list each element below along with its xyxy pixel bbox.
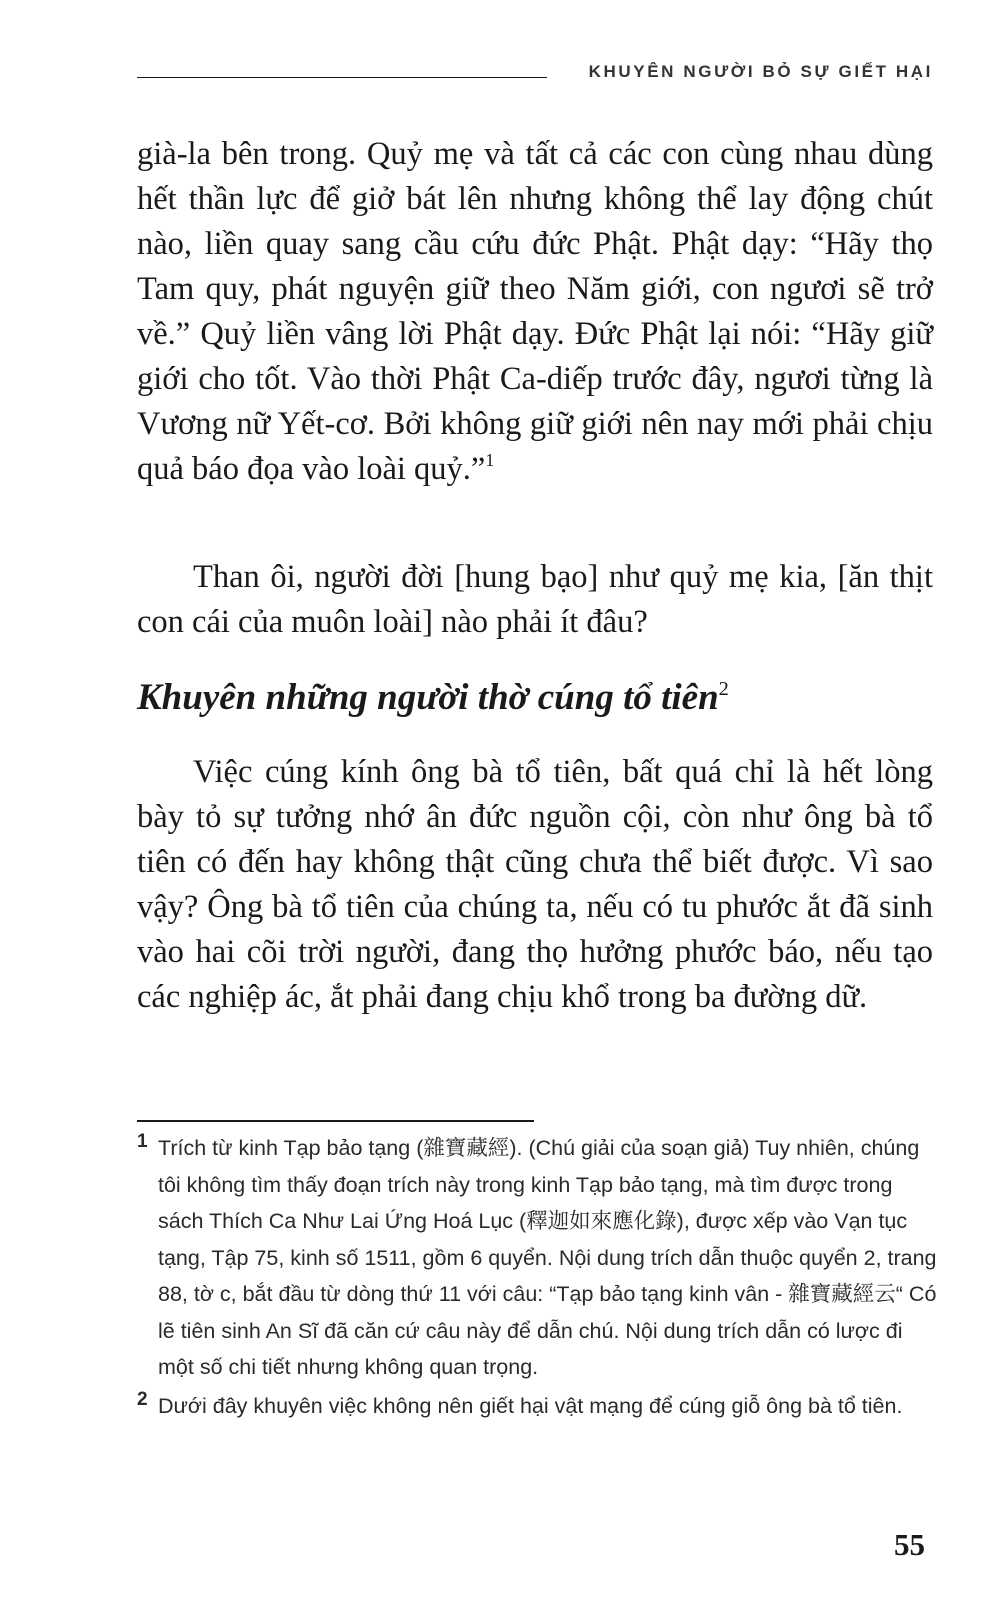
footnote-2 bbox=[137, 1388, 937, 1425]
paragraph-2: Than ôi, người đời [hung bạo] như quỷ mẹ kia, [ăn thịt con cái của muôn loài] nào phải ít đâu? bbox=[137, 559, 933, 640]
footnote-1-number: 1 bbox=[137, 1131, 148, 1152]
footnote-2-text: Dưới đây khuyên việc không nên giết hại vật mạng để cúng giỗ ông bà tổ tiên. bbox=[158, 1393, 903, 1418]
running-header-title: KHUYÊN NGƯỜI BỎ SỰ GIẾT HẠI bbox=[588, 62, 933, 81]
paragraph-1 bbox=[137, 132, 933, 492]
footnote-rule bbox=[137, 1120, 534, 1122]
footnotes bbox=[137, 1130, 937, 1426]
footnote-ref-1[interactable]: 1 bbox=[485, 450, 495, 471]
section-heading-text: Khuyên những người thờ cúng tổ tiên bbox=[137, 677, 719, 718]
page-number: 55 bbox=[894, 1527, 925, 1562]
paragraph-3: Việc cúng kính ông bà tổ tiên, bất quá chỉ là hết lòng bày tỏ sự tưởng nhớ ân đức nguồn cội, còn như ông bà tổ tiên có đến hay không thật cũng chưa thể biết được. Vì sao vậy? Ông bà tổ tiên của chúng ta, nếu có tu phước ắt đã sinh vào hai cõi trời người, đang thọ hưởng phước báo, nếu tạo các nghiệp ác, ắt phải đang chịu khổ trong ba đường dữ. bbox=[137, 754, 933, 1015]
footnote-1 bbox=[137, 1130, 937, 1386]
section-heading bbox=[137, 676, 729, 719]
paragraph-1-text: già-la bên trong. Quỷ mẹ và tất cả các con cùng nhau dùng hết thần lực để giở bát lên nhưng không thể lay động chút nào, liền quay sang cầu cứu đức Phật. Phật dạy: “Hãy thọ Tam quy, phát nguyện giữ theo Năm giới, con ngươi sẽ trở về.” Quỷ liền vâng lời Phật dạy. Đức Phật lại nói: “Hãy giữ giới cho tốt. Vào thời Phật Ca-diếp trước đây, ngươi từng là Vương nữ Yết-cơ. Bởi không giữ giới nên nay mới phải chịu quả báo đọa vào loài quỷ.” bbox=[137, 136, 933, 487]
footnote-1-text: Trích từ kinh Tạp bảo tạng (雜寶藏經). (Chú giải của soạn giả) Tuy nhiên, chúng tôi không tìm thấy đoạn trích này trong kinh Tạp bảo tạng, mà tìm được trong sách Thích Ca Như Lai Ứng Hoá Lục (釋迦如來應化錄), được xếp vào Vạn tục tạng, Tập 75, kinh số 1511, gồm 6 quyển. Nội dung trích dẫn thuộc quyển 2, trang 88, tờ c, bắt đầu từ dòng thứ 11 với câu: “Tạp bảo tạng kinh vân - 雜寶藏經云“ Có lẽ tiên sinh An Sĩ đã căn cứ câu này để dẫn chú. Nội dung trích dẫn có lược đi một số chi tiết nhưng không quan trọng. bbox=[158, 1136, 937, 1379]
header-rule bbox=[137, 77, 547, 78]
footnote-2-number: 2 bbox=[137, 1388, 148, 1410]
footnote-ref-2[interactable]: 2 bbox=[718, 677, 729, 700]
